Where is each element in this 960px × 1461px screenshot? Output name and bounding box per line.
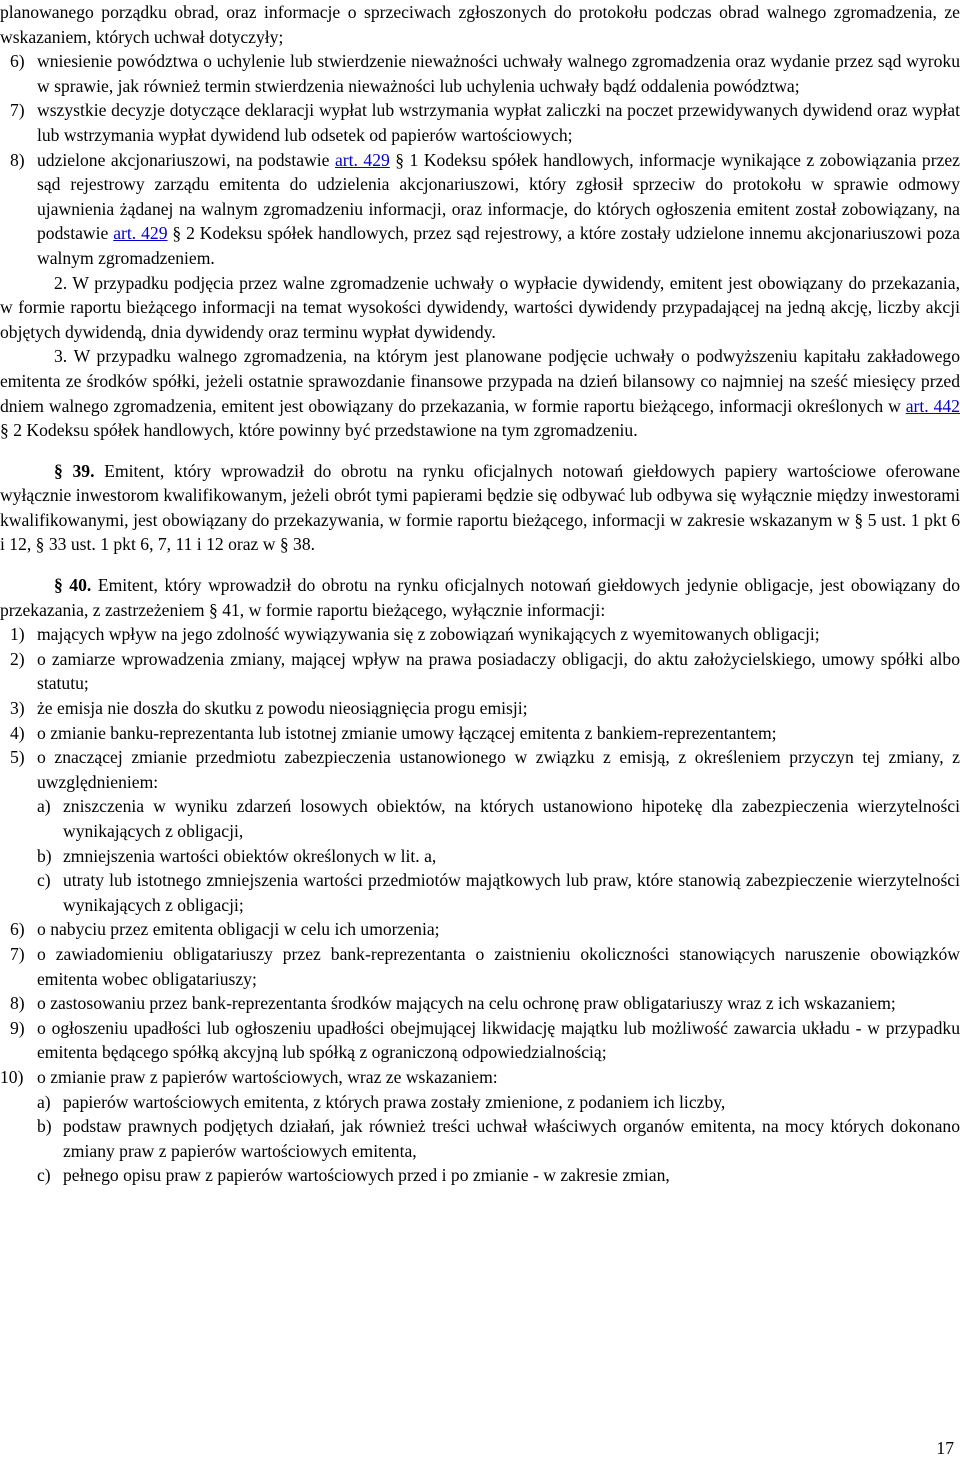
item-text: o zmianie banku-reprezentanta lub istotnej zmianie umowy łączącej emitenta z bankiem-reprezentantem; xyxy=(37,722,777,743)
item-text: o znaczącej zmianie przedmiotu zabezpieczenia ustanowionego w związku z emisją, z określeniem przyczyn tej zmiany, z uwzględnieniem: xyxy=(37,747,960,792)
sub-item xyxy=(0,1090,960,1115)
sub-item-text: zmniejszenia wartości obiektów określonych w lit. a, xyxy=(63,845,437,866)
sub-item xyxy=(0,1163,960,1188)
sub-item-letter: b) xyxy=(37,845,52,866)
sub-item-text: pełnego opisu praw z papierów wartościowych przed i po zmianie - w zakresie zmian, xyxy=(63,1165,670,1186)
item-number: 7) xyxy=(10,943,25,964)
item-number: 10) xyxy=(0,1066,24,1087)
list-item xyxy=(0,942,960,991)
list-item xyxy=(0,49,960,98)
item-text-part: § 2 Kodeksu spółek handlowych, przez sąd rejestrowy, a które zostały udzielone innemu akcjonariuszowi poza walnym zgromadzeniem. xyxy=(37,223,960,268)
paragraph-text: 3. W przypadku walnego zgromadzenia, na którym jest planowane podjęcie uchwały o podwyższeniu kapitału zakładowego emitenta ze środków spółki, jeżeli ostatnie sprawozdanie finansowe przypada na dzień bilansowy co najmniej na sześć miesięcy przed dniem walnego zgromadzenia, emitent jest obowiązany do przekazania, w formie raportu bieżącego, informacji określonych w xyxy=(0,346,960,416)
sub-item xyxy=(0,794,960,843)
sub-item xyxy=(0,868,960,917)
sub-item xyxy=(0,844,960,869)
list-items-a xyxy=(0,49,960,270)
sub-item-letter: a) xyxy=(37,796,51,817)
item-text-part: § 1 Kodeksu spółek handlowych, informacje wynikające z zobowiązania przez sąd rejestrowy zarządu emitenta do udzielenia akcjonariuszowi, który zgłosił sprzeciw do protokołu w sprawie odmowy ujawnienia żądanej na walnym zgromadzeniu informacji, oraz informacje, do których ogłoszenia emitent został zobowiązany, na podstawie xyxy=(37,149,960,244)
item-number: 7) xyxy=(10,100,25,121)
sub-item-text: papierów wartościowych emitenta, z których prawa zostały zmienione, z podaniem ich liczby, xyxy=(63,1091,726,1112)
item-text: o zmianie praw z papierów wartościowych, wraz ze wskazaniem: xyxy=(37,1066,498,1087)
item-text: o zamiarze wprowadzenia zmiany, mającej wpływ na prawa posiadaczy obligacji, do aktu założycielskiego, umowy spółki albo statutu; xyxy=(37,648,960,694)
list-item xyxy=(0,721,960,746)
list-item xyxy=(0,1065,960,1090)
item-number: 2) xyxy=(10,648,25,669)
list-item xyxy=(0,917,960,942)
item-number: 3) xyxy=(10,698,25,719)
item-number: 9) xyxy=(10,1017,25,1038)
section-39 xyxy=(0,459,960,557)
list-item xyxy=(0,696,960,721)
section-label: § 39. xyxy=(54,460,95,481)
item-text: o zawiadomieniu obligatariuszy przez bank-reprezentanta o zaistnieniu okoliczności stanowiących naruszenie obowiązków emitenta wobec obligatariuszy; xyxy=(37,943,960,989)
sub-item-text: utraty lub istotnego zmniejszenia wartości przedmiotów majątkowych lub praw, które stanowią zabezpieczenie wierzytelności wynikających z obligacji; xyxy=(63,870,960,915)
item-number: 1) xyxy=(10,624,25,645)
item-number: 4) xyxy=(10,722,25,743)
item-text: o zastosowaniu przez bank-reprezentanta środków mających na celu ochronę praw obligatariuszy wraz z ich wskazaniem; xyxy=(37,993,896,1014)
sub-item-text: podstaw prawnych podjętych działań, jak również treści uchwał właściwych organów emitenta, na mocy których dokonano zmiany praw z papierów wartościowych emitenta, xyxy=(63,1116,960,1161)
item-number: 8) xyxy=(10,993,25,1014)
section-label: § 40. xyxy=(54,575,92,596)
item-text: wszystkie decyzje dotyczące deklaracji wypłat lub wstrzymania wypłat zaliczki na poczet przewidywanych dywidend oraz wypłat lub wstrzymania wypłat dywidend lub odsetek od papierów wartościowych; xyxy=(37,100,960,145)
list-item xyxy=(0,991,960,1016)
list-item-8 xyxy=(0,148,960,271)
list-item xyxy=(0,622,960,647)
section-text: Emitent, który wprowadził do obrotu na rynku oficjalnych notowań giełdowych jedynie obligacje, jest obowiązany do przekazania, z zastrzeżeniem § 41, w formie raportu bieżącego, wyłącznie informacji: xyxy=(0,575,960,620)
top-fragment: planowanego porządku obrad, oraz informacje o sprzeciwach zgłoszonych do protokołu podczas obrad walnego zgromadzenia, ze wskazaniem, których uchwał dotyczyły; xyxy=(0,2,960,47)
sub-item xyxy=(0,1114,960,1163)
art-442-link[interactable]: art. 442 xyxy=(905,395,960,416)
sub-items-10 xyxy=(0,1090,960,1188)
item-number: 8) xyxy=(10,149,25,170)
sub-items-5 xyxy=(0,794,960,917)
art-429-link-1[interactable]: art. 429 xyxy=(334,149,390,170)
item-text: mających wpływ na jego zdolność wywiązywania się z zobowiązań wynikających z wyemitowanych obligacji; xyxy=(37,624,820,645)
item-number: 6) xyxy=(10,51,25,72)
list-item xyxy=(0,745,960,794)
art-429-link-2[interactable]: art. 429 xyxy=(113,223,168,244)
section-40 xyxy=(0,573,960,622)
item-text: o nabyciu przez emitenta obligacji w celu ich umorzenia; xyxy=(37,919,440,940)
item-text-part: udzielone akcjonariuszowi, na podstawie xyxy=(37,149,335,170)
item-text: że emisja nie doszła do skutku z powodu nieosiągnięcia progu emisji; xyxy=(37,698,528,719)
sub-item-text: zniszczenia w wyniku zdarzeń losowych obiektów, na których ustanowiono hipotekę dla zabezpieczenia wierzytelności wynikających z obligacji, xyxy=(63,796,960,841)
list-item xyxy=(0,647,960,696)
list-items-c xyxy=(0,917,960,1089)
list-item xyxy=(0,1016,960,1065)
page-number: 17 xyxy=(936,1438,954,1458)
paragraph-text: § 2 Kodeksu spółek handlowych, które powinny być przedstawione na tym zgromadzeniu. xyxy=(0,420,638,441)
item-text: wniesienie powództwa o uchylenie lub stwierdzenie nieważności uchwały walnego zgromadzenia oraz wydanie przez sąd wyroku w sprawie, jak również termin stwierdzenia nieważności lub uchylenia uchwały bądź oddalenia powództwa; xyxy=(37,51,960,96)
section-text: Emitent, który wprowadził do obrotu na rynku oficjalnych notowań giełdowych papiery wartościowe oferowane wyłącznie inwestorom kwalifikowanym, jeżeli obrót tymi papierami będzie się odbywać lub odbywa się wyłącznie między inwestorami kwalifikowanymi, jest obowiązany do przekazywania, w formie raportu bieżącego, informacji w zakresie wskazanym w § 5 ust. 1 pkt 6 i 12, § 33 ust. 1 pkt 6, 7, 11 i 12 oraz w § 38. xyxy=(0,460,960,555)
sub-item-letter: b) xyxy=(37,1116,52,1137)
item-text: o ogłoszeniu upadłości lub ogłoszeniu upadłości obejmującej likwidację majątku lub możliwość zawarcia układu - w przypadku emitenta będącego spółką akcyjną lub spółką z ograniczoną odpowiedzialnością; xyxy=(37,1017,960,1063)
sub-item-letter: c) xyxy=(37,1165,51,1186)
sub-item-letter: c) xyxy=(37,870,51,891)
paragraph-3 xyxy=(0,344,960,442)
sub-item-letter: a) xyxy=(37,1091,51,1112)
list-item xyxy=(0,98,960,147)
item-number: 5) xyxy=(10,747,25,768)
paragraph-2: 2. W przypadku podjęcia przez walne zgromadzenie uchwały o wypłacie dywidendy, emitent jest obowiązany do przekazania, w formie raportu bieżącego informacji na temat wysokości dywidendy, wartości dywidendy przypadającej na jedną akcję, liczby akcji objętych dywidendą, dnia dywidendy oraz terminu wypłat dywidendy. xyxy=(0,272,960,342)
list-items-b xyxy=(0,622,960,794)
item-number: 6) xyxy=(10,919,25,940)
